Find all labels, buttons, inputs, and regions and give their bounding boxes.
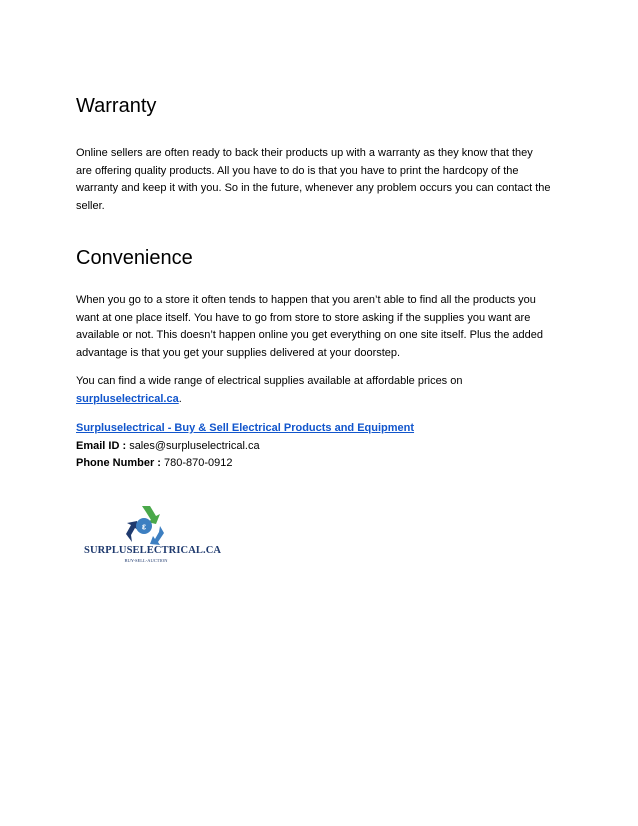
cta-paragraph — [76, 373, 551, 408]
logo-wordmark: SURPLUSELECTRICAL.CA — [84, 545, 222, 556]
convenience-heading: Convenience — [76, 247, 193, 269]
cta-trail: . — [178, 392, 182, 405]
contact-block — [76, 420, 551, 473]
cta-text: You can find a wide range of electrical supplies available at affordable prices on — [76, 375, 463, 387]
site-title-link[interactable]: Surpluselectrical - Buy & Sell Electrical Products and Equipment — [76, 422, 415, 434]
svg-text:ε: ε — [141, 521, 147, 532]
recycle-icon — [84, 502, 222, 566]
convenience-paragraph: When you go to a store it often tends to happen that you aren’t able to find all the products you want at one place itself. You have to go from store to store asking if the supplies you want are available or not. This doesn’t happen online you get everything on one site itself. Plus the added advantage is that you get your supplies delivered at your doorstep. — [76, 294, 544, 359]
surpluselectrical-link[interactable]: surpluselectrical.ca — [76, 392, 179, 405]
email-value: sales@surpluselectrical.ca — [129, 439, 260, 452]
logo-tagline: BUY-SELL-AUCTION — [124, 558, 168, 563]
warranty-heading: Warranty — [76, 95, 157, 117]
email-label: Email ID : — [76, 439, 127, 452]
surpluselectrical-logo — [84, 502, 222, 566]
phone-label: Phone Number : — [76, 457, 161, 469]
phone-value: 780-870-0912 — [164, 457, 233, 469]
warranty-paragraph: Online sellers are often ready to back their products up with a warranty as they know that they are offering quality products. All you have to do is that you have to print the hardcopy of the warranty and keep it with you. So in the future, whenever any problem occurs you can contact the seller. — [76, 147, 551, 212]
